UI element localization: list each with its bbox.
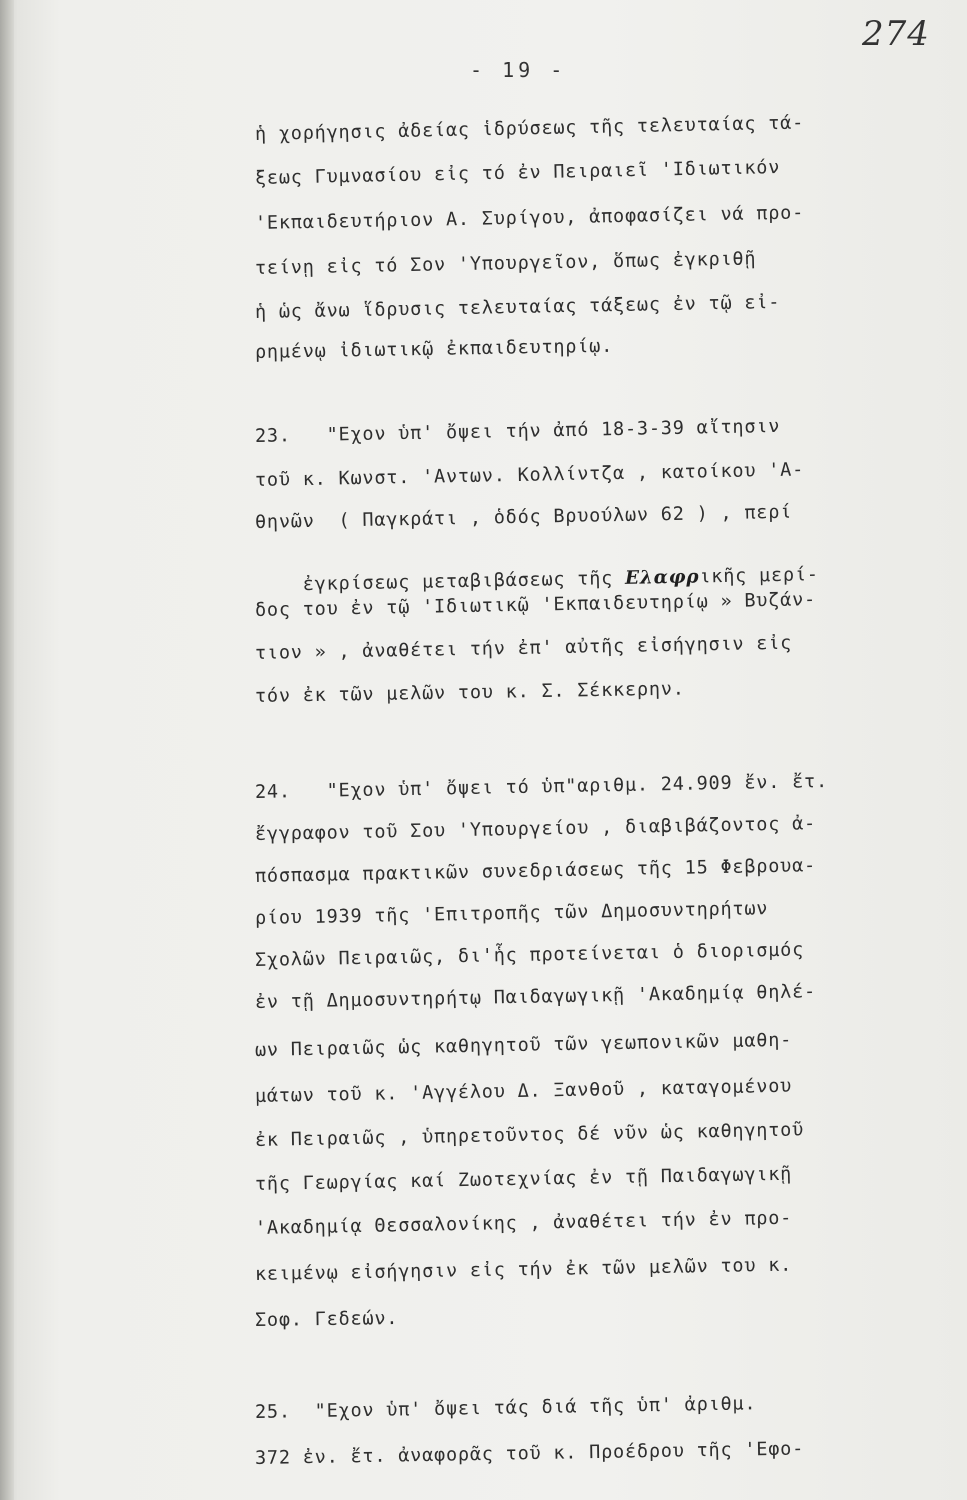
text-line: ἡ ὡς ἄνω ἵδρυσις τελευταίας τάξεως ἐν τῷ εἰ-: [254, 291, 781, 323]
text-line: ρίου 1939 τῆς 'Επιτροπῆς τῶν Δημοσυντηρήτων: [254, 898, 769, 929]
text-line: 'Ακαδημίᾳ Θεσσαλονίκης , ἀναθέτει τήν ἐν προ-: [254, 1207, 793, 1239]
text-line: ων Πειραιῶς ὡς καθηγητοῦ τῶν γεωπονικῶν μαθη-: [254, 1029, 793, 1061]
text-line: τιον » , ἀναθέτει τήν ἐπ' αὐτῆς εἰσήγησιν εἰς: [254, 632, 793, 664]
text-line: τόν ἐκ τῶν μελῶν του κ. Σ. Σέκκερην.: [254, 678, 685, 707]
text-line: πόσπασμα πρακτικῶν συνεδριάσεως τῆς 15 Φεβρουα-: [254, 855, 817, 887]
text-line: δος του ἐν τῷ 'Ιδιωτικῷ 'Εκπαιδευτηρίῳ » Βυζάν-: [254, 589, 817, 621]
text-line: τείνῃ εἰς τό Σον 'Υπουργεῖον, ὅπως ἐγκριθῇ: [254, 248, 757, 279]
text-line: ἡ χορήγησις ἀδείας ἱδρύσεως τῆς τελευταίας τά-: [254, 112, 805, 145]
folio-number: 274: [862, 14, 930, 54]
text-line: θηνῶν ( Παγκράτι , ὁδός Βρυούλων 62 ) , περί: [254, 501, 793, 533]
text-line: Σοφ. Γεδεών.: [254, 1308, 399, 1331]
text-line: τῆς Γεωργίας καί Ζωοτεχνίας ἐν τῇ Παιδαγωγικῇ: [254, 1163, 793, 1195]
text-line: 23. "Εχον ὑπ' ὄψει τήν ἀπό 18-3-39 αἴτησιν: [254, 415, 781, 447]
handwritten-correction: Ελαφρ: [624, 566, 700, 589]
text-line: 25. "Εχον ὑπ' ὄψει τάς διά τῆς ὑπ' ἀριθμ.: [254, 1393, 757, 1423]
line-text-tail: ικῆς μερί-: [699, 564, 819, 588]
text-line: Σχολῶν Πειραιῶς, δι'ἧς προτείνεται ὁ διορισμός: [254, 939, 805, 971]
text-line: 24. "Εχον ὑπ' ὄψει τό ὑπ"αριθμ. 24.909 ἔν. ἔτ.: [254, 771, 829, 803]
line-text: ἐγκρίσεως μεταβιβάσεως τῆς: [302, 567, 626, 596]
text-line: μάτων τοῦ κ. 'Αγγέλου Δ. Ξανθοῦ , καταγομένου: [254, 1075, 793, 1107]
text-line: 372 ἐν. ἔτ. ἀναφορᾶς τοῦ κ. Προέδρου τῆς 'Εφο-: [254, 1438, 805, 1469]
text-line: ἐκ Πειραιῶς , ὑπηρετοῦντος δέ νῦν ὡς καθηγητοῦ: [254, 1119, 805, 1151]
text-line: 'Εκπαιδευτήριον Α. Συρίγου, ἀποφασίζει νά προ-: [254, 202, 805, 234]
text-line: ρημένῳ ἰδιωτικῷ ἐκπαιδευτηρίῳ.: [254, 335, 614, 363]
text-line: ἐν τῇ Δημοσυντηρήτῳ Παιδαγωγικῇ 'Ακαδημίᾳ θηλέ-: [254, 981, 817, 1013]
text-line: ξεως Γυμνασίου εἰς τό ἐν Πειραιεῖ 'Ιδιωτικόν: [254, 157, 781, 189]
page-edge-shadow: [0, 0, 14, 1500]
text-line: τοῦ κ. Κωνστ. 'Αντων. Κολλίντζα , κατοίκου 'Α-: [254, 459, 805, 491]
page-number: - 19 -: [470, 58, 567, 82]
text-line: κειμένῳ εἰσήγησιν εἰς τήν ἐκ τῶν μελῶν του κ.: [254, 1254, 793, 1285]
text-line: ἔγγραφον τοῦ Σου 'Υπουργείου , διαβιβάζοντος ἀ-: [254, 813, 817, 845]
